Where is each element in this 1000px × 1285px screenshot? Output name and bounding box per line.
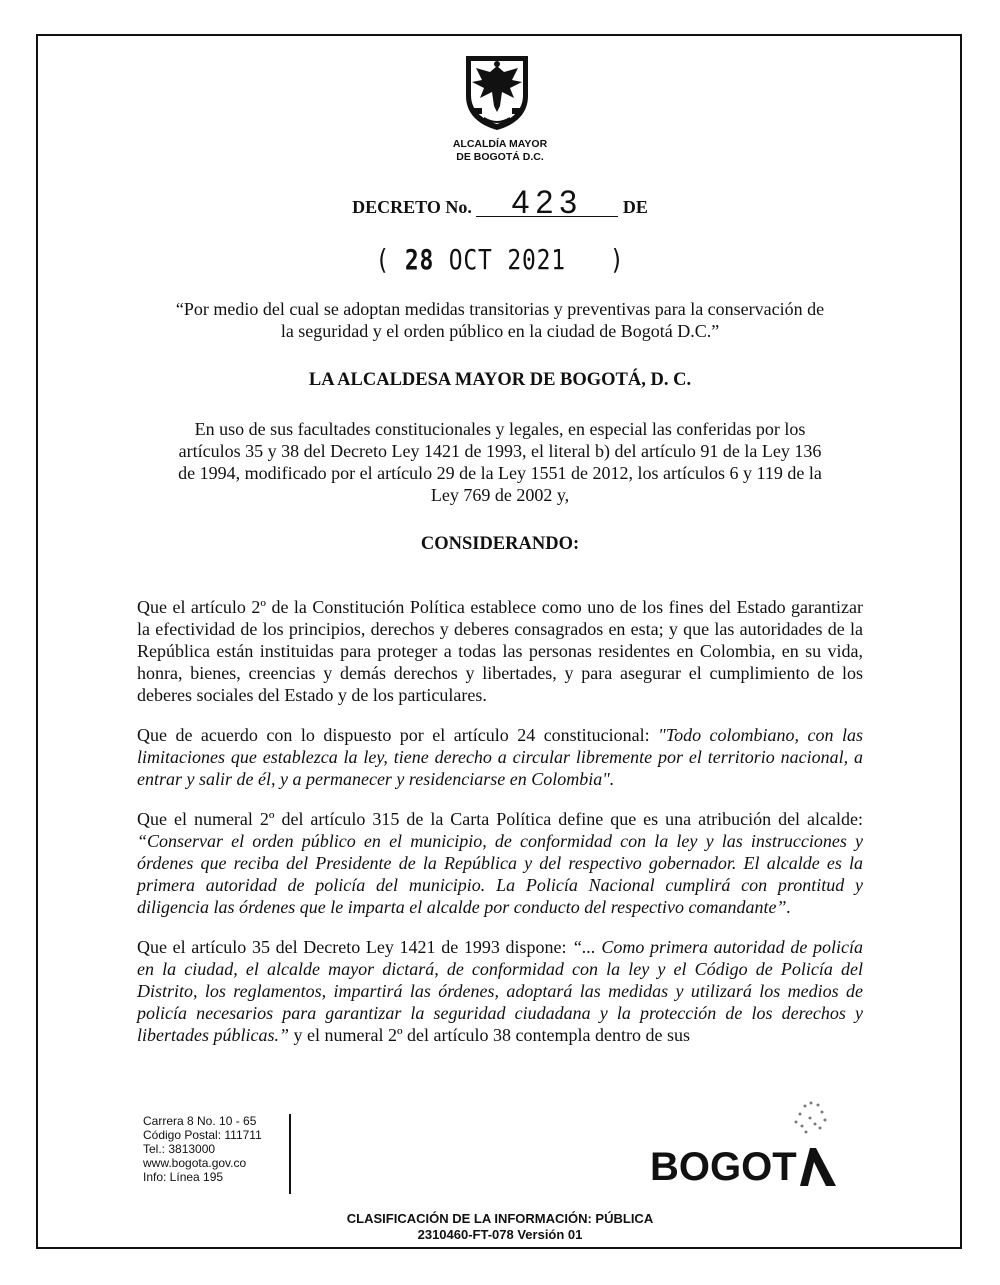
decree-label: DECRETO No. (352, 197, 472, 217)
date-close: ) (609, 243, 625, 276)
considerations-body (137, 596, 863, 1064)
issuing-office (400, 138, 600, 164)
phone: Tel.: 3813000 (143, 1142, 216, 1156)
paragraph-3-quote: “Conservar el orden público en el municipio, de conformidad con la ley y las instrucciones y órdenes que reciba del Presidente de la República y del respectivo gobernador. El alcalde es la primera autoridad de policía del municipio. La Policía Nacional cumplirá con prontitud y diligencia las órdenes que le imparta el alcalde por conducto del respectivo comandante”. (137, 831, 863, 917)
address: Carrera 8 No. 10 - 65 (143, 1114, 257, 1128)
info-line: Info: Línea 195 (143, 1170, 224, 1184)
faculties-line-2: artículos 35 y 38 del Decreto Ley 1421 de 1993, el literal b) del artículo 91 de la Ley 136 (178, 441, 822, 461)
paragraph-2 (137, 724, 863, 790)
paragraph-1: Que el artículo 2º de la Constitución Política establece como uno de los fines del Estado garantizar la efectividad de los principios, derechos y deberes consagrados en esta; y que las autoridades de la República están instituidas para proteger a todas las personas residentes en Colombia, en su vida, honra, bienes, creencias y demás derechos y libertades, y para asegurar el cumplimiento de los deberes sociales del Estado y de los particulares. (137, 597, 863, 705)
decree-number: 423 (476, 188, 618, 217)
paragraph-3-text: Que el numeral 2º del artículo 315 de la Carta Política define que es una atribución del alcalde: (137, 809, 863, 829)
paragraph-4-tail: y el numeral 2º del artículo 38 contempla dentro de sus (289, 1025, 690, 1045)
paragraph-2-quote: "Todo colombiano, con las limitaciones que establezca la ley, tiene derecho a circular libremente por el territorio nacional, a entrar y salir de él, y a permanecer y residenciarse en Colombia". (137, 725, 863, 789)
faculties-line-1: En uso de sus facultades constitucionales y legales, en especial las conferidas por los (194, 419, 806, 439)
paragraph-3 (137, 808, 863, 918)
contact-info (143, 1114, 291, 1194)
form-code: 2310460-FT-078 Versión 01 (417, 1227, 583, 1242)
classification-label: CLASIFICACIÓN DE LA INFORMACIÓN: PÚBLICA (346, 1211, 654, 1226)
date-day: 28 (404, 243, 435, 276)
paragraph-2-text: Que de acuerdo con lo dispuesto por el artículo 24 constitucional: (137, 725, 659, 745)
decree-title (200, 184, 800, 220)
paragraph-4-quote: “... Como primera autoridad de policía en la ciudad, el alcalde mayor dictará, de conformidad con la ley y el Código de Policía del Distrito, los reglamentos, impartirá las órdenes, adoptará las medidas y utilizará los medios de policía necesarios para garantizar la seguridad ciudadana y la protección de los derechos y libertades públicas.” (137, 937, 863, 1045)
decree-suffix: DE (622, 197, 648, 217)
authority-heading: LA ALCALDESA MAYOR DE BOGOTÁ, D. C. (308, 370, 692, 390)
coat-of-arms-icon (460, 52, 534, 132)
date-stamp (336, 243, 664, 276)
paragraph-4 (137, 936, 863, 1046)
paragraph-4-text: Que el artículo 35 del Decreto Ley 1421 de 1993 dispone: (137, 937, 573, 957)
postal-code: Código Postal: 111711 (143, 1128, 262, 1142)
faculties-line-4: Ley 769 de 2002 y, (430, 485, 570, 505)
classification-footer (250, 1211, 750, 1243)
date-open: ( (375, 243, 391, 276)
brand-text: BOGOT (650, 1145, 797, 1188)
org-line-2: DE BOGOTÁ D.C. (456, 151, 544, 163)
org-line-1: ALCALDÍA MAYOR (452, 138, 548, 150)
considering-heading: CONSIDERANDO: (420, 534, 580, 554)
date-month-year: OCT 2021 (448, 243, 566, 276)
website: www.bogota.gov.co (143, 1156, 247, 1170)
decree-subject (130, 298, 870, 342)
subject-line-1: “Por medio del cual se adoptan medidas transitorias y preventivas para la conservación de (175, 299, 825, 319)
subject-line-2: la seguridad y el orden público en la ciudad de Bogotá D.C.” (280, 321, 720, 341)
bogota-logo-icon (650, 1096, 840, 1188)
legal-faculties (130, 418, 870, 506)
faculties-line-3: de 1994, modificado por el artículo 29 de la Ley 1551 de 2012, los artículos 6 y 119 de la (178, 463, 822, 483)
